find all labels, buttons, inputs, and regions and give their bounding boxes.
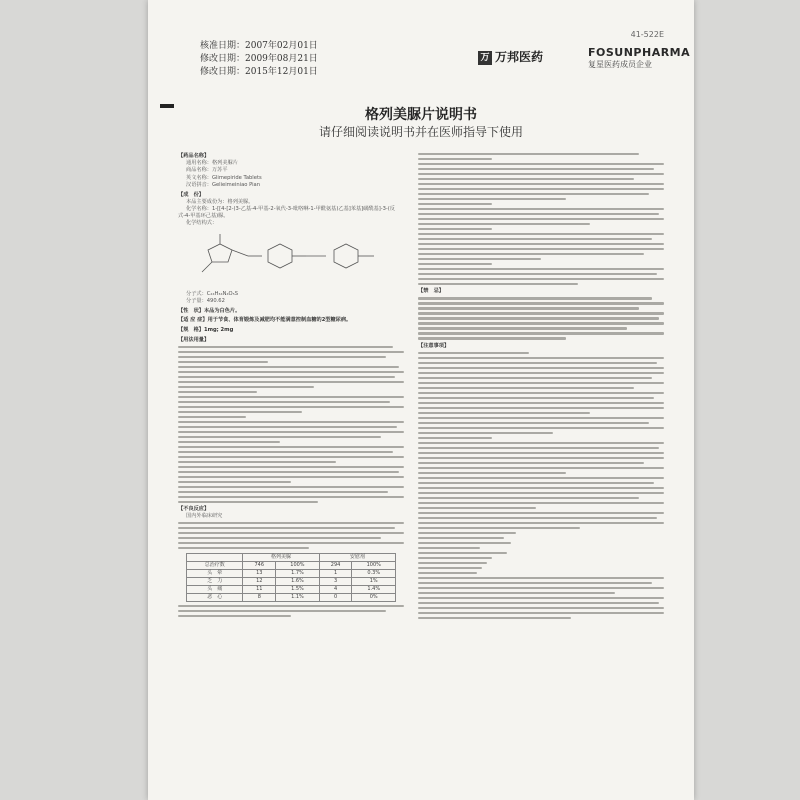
- wanbang-logo: [478, 48, 543, 65]
- section-composition: 【成 份】: [178, 191, 204, 198]
- approval-dates: [200, 40, 318, 79]
- table-cell: 头 晕: [187, 570, 243, 578]
- table-header-cell: [187, 554, 243, 562]
- dosage-text-block: [178, 346, 404, 504]
- right-column: [418, 150, 664, 622]
- section-adverse-reactions: 【不良反应】: [178, 506, 210, 513]
- adverse-text-block-2: [178, 605, 404, 618]
- document-subtitle: 请仔细阅读说明书并在医师指导下使用: [318, 125, 523, 139]
- molecular-formula: 分子式：C₂₄H₃₄N₄O₅S: [186, 290, 239, 297]
- trade-name: 商品名称：万苏平: [186, 167, 228, 174]
- table-cell: 头 痛: [187, 586, 243, 594]
- table-cell: 1.1%: [276, 594, 320, 602]
- section-dosage: 【用法用量】: [178, 336, 210, 343]
- fosun-subtitle: 复星医药成员企业: [588, 60, 652, 69]
- chemical-structure-diagram: [188, 230, 388, 286]
- table-header-cell: 格列美脲: [243, 554, 319, 562]
- description-head: 【性 状】: [178, 307, 204, 314]
- table-cell: 1.6%: [276, 578, 320, 586]
- strength-head: 【规 格】: [178, 326, 204, 333]
- adverse-intro: 国内外临床研究: [186, 512, 223, 519]
- composition-main: 本品主要成份为：格列美脲。: [186, 198, 254, 205]
- table-cell: 1.4%: [352, 586, 396, 594]
- document-code: 41-522E: [630, 30, 664, 39]
- english-name: 英文名称：Glimepiride Tablets: [186, 174, 262, 181]
- table-header-cell: 安慰剂: [319, 554, 395, 562]
- section-contraindications: 【禁 忌】: [418, 288, 444, 294]
- precautions-text: [418, 352, 664, 620]
- table-cell: 13: [243, 570, 276, 578]
- section-indications: [178, 317, 404, 324]
- section-strength: [178, 327, 404, 334]
- table-row: [187, 594, 396, 602]
- approval-date: 核准日期：2007年02月01日: [200, 41, 318, 51]
- right-text-block-1: [418, 153, 664, 286]
- wanbang-name: 万邦医药: [495, 50, 544, 64]
- table-cell: 100%: [352, 562, 396, 570]
- fosun-logo: FOSUNPHARMA: [588, 46, 691, 59]
- table-cell: 746: [243, 562, 276, 570]
- document-title: 格列美脲片说明书: [365, 107, 477, 123]
- table-header-row: [187, 554, 396, 562]
- table-cell: 乏 力: [187, 578, 243, 586]
- table-cell: 总治疗数: [187, 562, 243, 570]
- left-column: [178, 150, 404, 620]
- table-cell: 1.7%: [276, 570, 320, 578]
- section-description: [178, 308, 404, 315]
- table-cell: 3: [319, 578, 352, 586]
- table-cell: 1%: [352, 578, 396, 586]
- table-row: [187, 562, 396, 570]
- molecular-weight: 分子量：490.62: [186, 298, 225, 305]
- table-row: [187, 578, 396, 586]
- table-cell: 0.3%: [352, 570, 396, 578]
- chemical-name: 化学名称：1-[[4-[2-(3-乙基-4-甲基-2-氧代-3-吡咯啉-1-甲酰氨基)乙基]苯基]磺酰基]-3-(反式-4-甲基环己基)脲。: [178, 206, 395, 219]
- indications-text: 用于节食、体育锻炼及减肥均不能满意控制血糖的2型糖尿病。: [207, 317, 352, 324]
- table-row: [187, 570, 396, 578]
- indications-head: 【适 应 症】: [178, 317, 208, 324]
- table-cell: 恶 心: [187, 594, 243, 602]
- table-cell: 12: [243, 578, 276, 586]
- table-cell: 0: [319, 594, 352, 602]
- table-row: [187, 586, 396, 594]
- table-cell: 1: [319, 570, 352, 578]
- wanbang-mark-icon: 万: [478, 51, 492, 65]
- description-text: 本品为白色片。: [203, 307, 241, 314]
- generic-name: 通用名称：格列美脲片: [186, 159, 238, 166]
- table-cell: 0%: [352, 594, 396, 602]
- revision-date-1: 修改日期：2009年08月21日: [200, 54, 318, 64]
- table-cell: 100%: [276, 562, 320, 570]
- adverse-text-block: [178, 522, 404, 550]
- strength-text: 1mg; 2mg: [203, 326, 234, 333]
- section-name: 【药品名称】: [178, 153, 210, 159]
- table-cell: 11: [243, 586, 276, 594]
- leaflet-sheet: [148, 0, 694, 800]
- table-cell: 8: [243, 594, 276, 602]
- revision-date-2: 修改日期：2015年12月01日: [200, 67, 318, 77]
- table-cell: 1.5%: [276, 586, 320, 594]
- table-cell: 294: [319, 562, 352, 570]
- section-precautions: 【注意事项】: [418, 342, 450, 349]
- adverse-events-table: [186, 553, 396, 602]
- structure-label: 化学结构式：: [186, 220, 218, 227]
- pinyin-name: 汉语拼音：Gelieimeiniao Pian: [186, 182, 261, 189]
- table-cell: 4: [319, 586, 352, 594]
- company-logos: [478, 46, 691, 70]
- contraindications-text: [418, 297, 664, 340]
